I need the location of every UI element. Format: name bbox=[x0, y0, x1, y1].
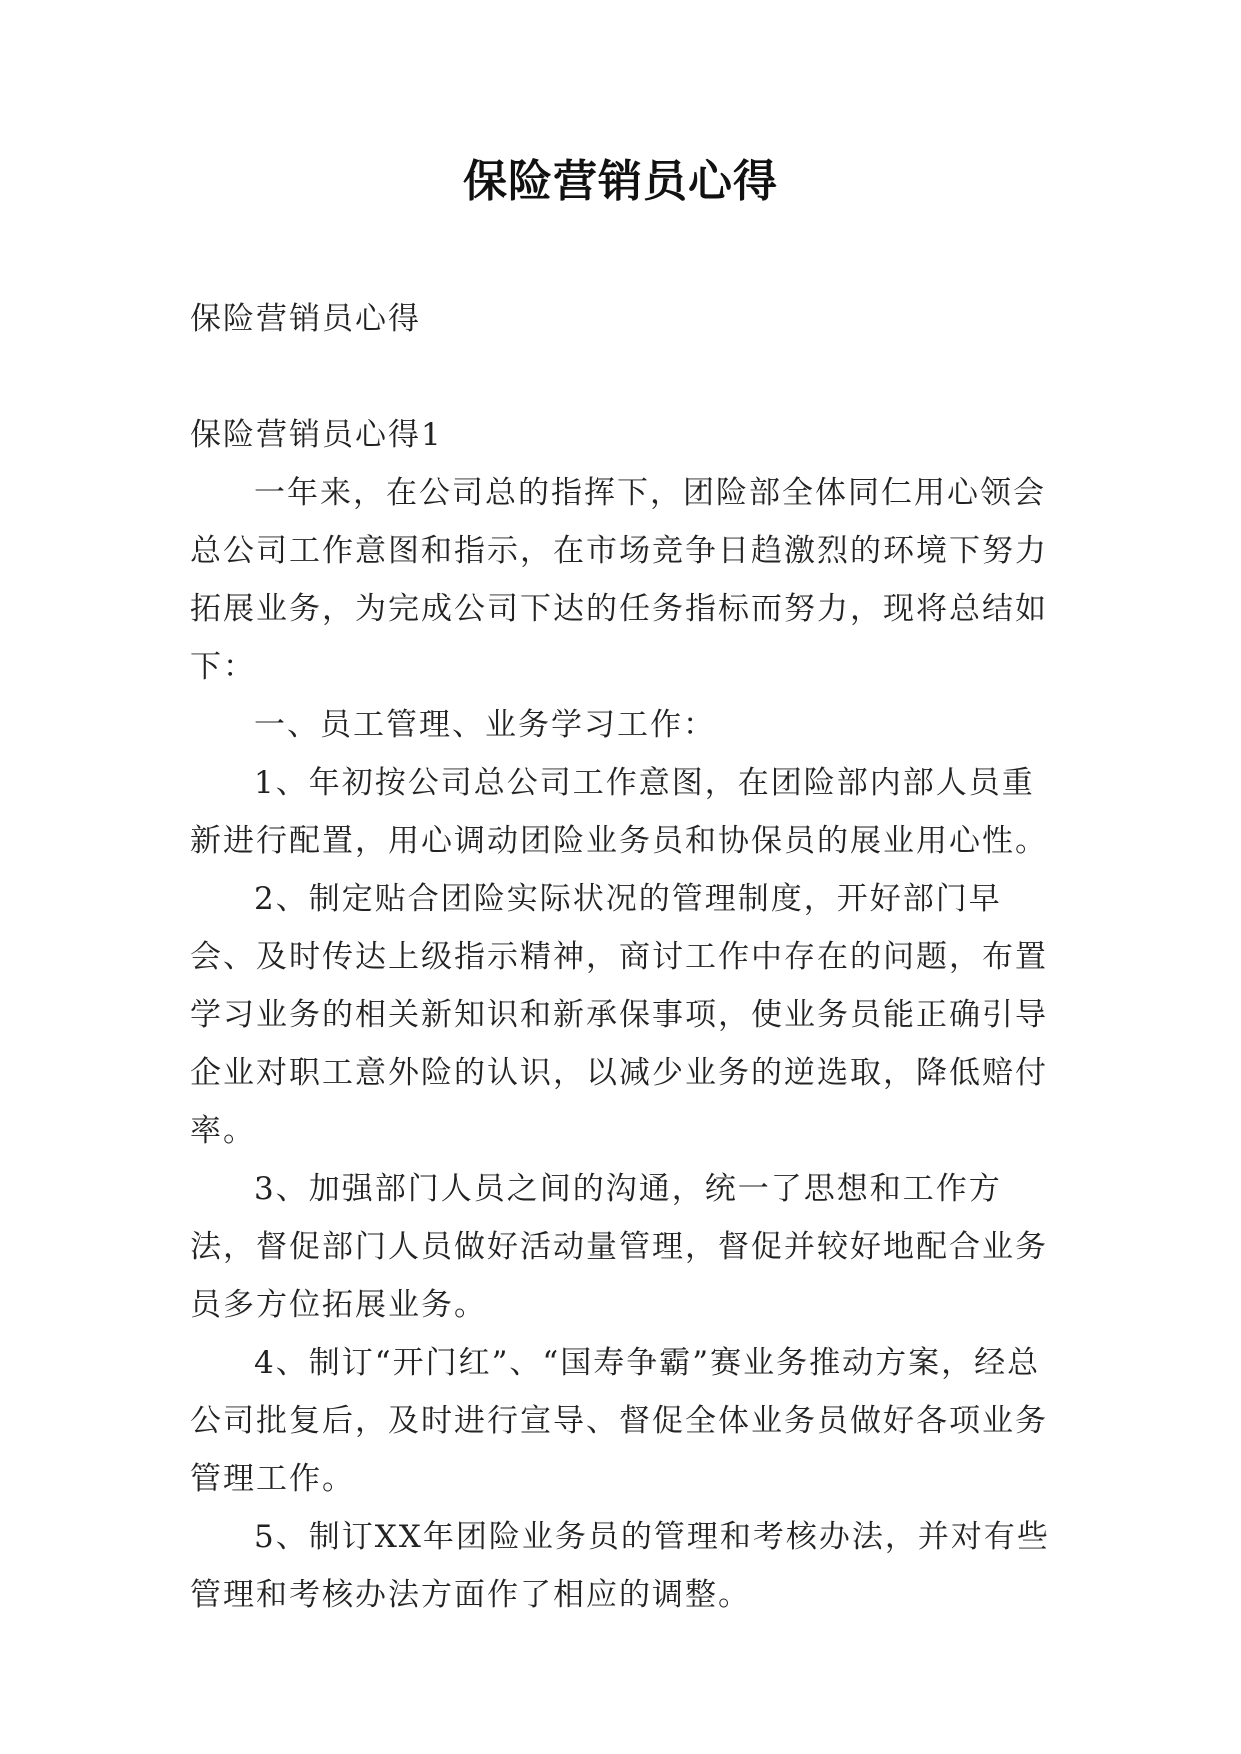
paragraph: 4、制订“开门红”、“国寿争霸”赛业务推动方案，经总公司批复后，及时进行宣导、督促全体业务员做好各项业务管理工作。 bbox=[190, 1345, 1048, 1497]
paragraph: 3、加强部门人员之间的沟通，统一了思想和工作方法，督促部门人员做好活动量管理，督促并较好地配合业务员多方位拓展业务。 bbox=[190, 1171, 1048, 1323]
paragraph: 5、制订XX年团险业务员的管理和考核办法，并对有些管理和考核办法方面作了相应的调整。 bbox=[190, 1519, 1050, 1613]
paragraph: 1、年初按公司总公司工作意图，在团险部内部人员重新进行配置，用心调动团险业务员和协保员的展业用心性。 bbox=[190, 765, 1048, 859]
document-subtitle: 保险营销员心得 bbox=[190, 301, 421, 337]
document-body bbox=[190, 290, 1060, 1624]
document-title: 保险营销员心得 bbox=[463, 156, 778, 207]
paragraph: 2、制定贴合团险实际状况的管理制度，开好部门早会、及时传达上级指示精神，商讨工作中存在的问题，布置学习业务的相关新知识和新承保事项，使业务员能正确引导企业对职工意外险的认识，以减少业务的逆选取，降低赔付率。 bbox=[190, 881, 1048, 1149]
section-heading: 保险营销员心得1 bbox=[190, 417, 443, 453]
paragraph: 一年来，在公司总的指挥下，团险部全体同仁用心领会总公司工作意图和指示，在市场竞争日趋激烈的环境下努力拓展业务，为完成公司下达的任务指标而努力，现将总结如下： bbox=[190, 475, 1048, 685]
paragraph: 一、员工管理、业务学习工作： bbox=[254, 707, 716, 743]
